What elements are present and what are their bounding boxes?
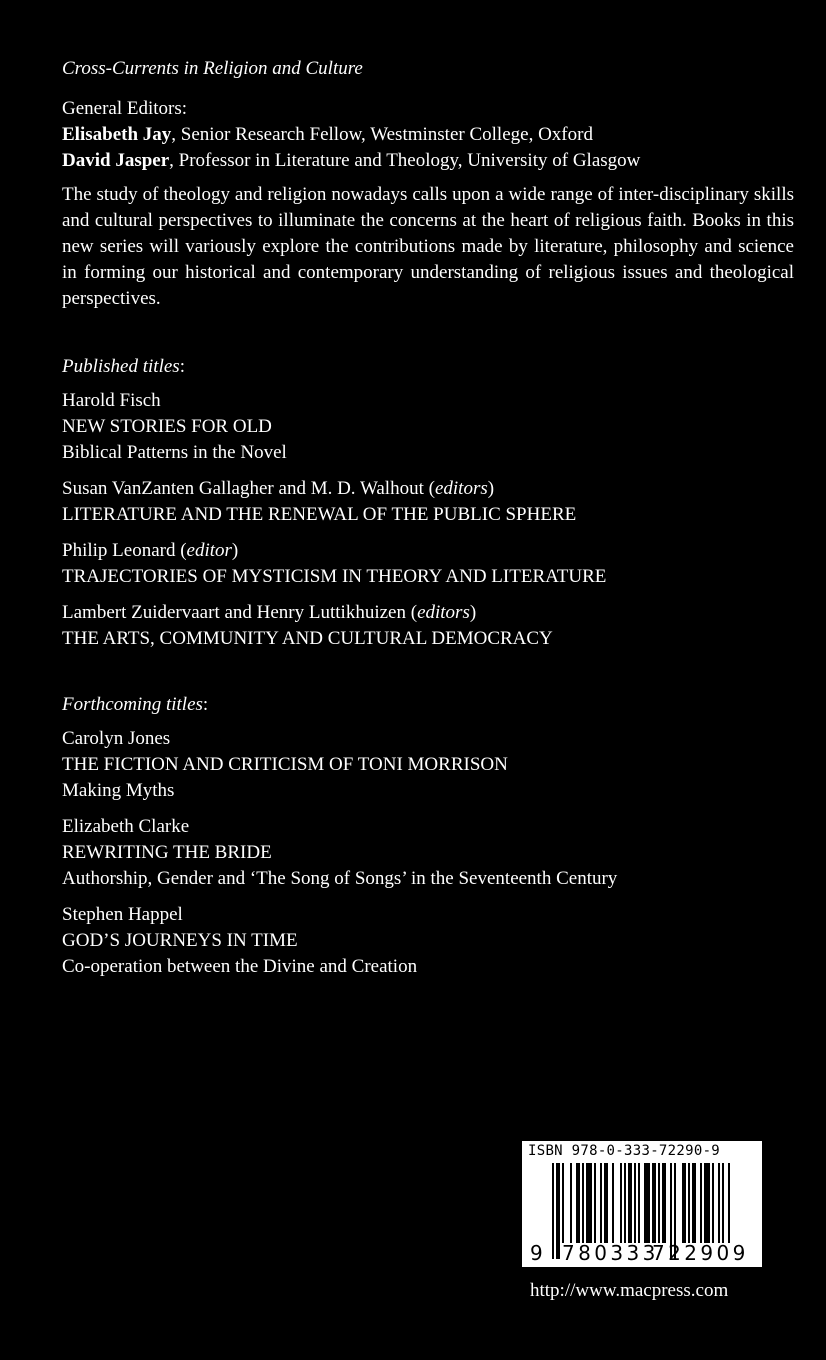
barcode-bar [556,1163,560,1259]
book-title: GOD’S JOURNEYS IN TIME [62,930,298,951]
book-author [62,902,792,928]
book-author [62,388,792,414]
barcode-bar [562,1163,564,1243]
barcode-bar [634,1163,636,1243]
forthcoming-heading-text: Forthcoming titles [62,694,203,715]
barcode-bar [658,1163,660,1243]
author-role: editors [434,478,488,499]
back-cover-text [62,56,792,990]
barcode-bar [612,1163,614,1243]
barcode-bar [662,1163,666,1243]
barcode-bar [600,1163,602,1243]
isbn-digits-left: 780333 [562,1241,659,1265]
barcode-bar [722,1163,724,1243]
book-title: NEW STORIES FOR OLD [62,416,272,437]
book-entry [62,600,792,652]
editor-name: David Jasper [62,150,170,171]
isbn-label: ISBN 978-0-333-72290-9 [528,1143,721,1159]
author-role: editors [417,602,470,623]
isbn-digits-right: 722909 [652,1241,749,1265]
book-author [62,726,792,752]
published-titles-heading [62,354,792,380]
editor-role: , Senior Research Fellow, Westminster College, Oxford [171,124,593,145]
barcode-bar [570,1163,572,1243]
series-title: Cross-Currents in Religion and Culture [62,58,363,79]
heading-colon: : [179,356,185,377]
book-entry [62,538,792,590]
isbn-digit-lead: 9 [530,1241,543,1265]
barcode-bar [728,1163,730,1243]
author-name: Philip Leonard [62,540,176,561]
barcode-bar [576,1163,580,1243]
forthcoming-titles-heading [62,692,792,718]
barcode-bar [624,1163,626,1243]
barcode-bar [682,1163,686,1243]
author-name: Harold Fisch [62,390,161,411]
author-name: Lambert Zuidervaart and Henry Luttikhuizen [62,602,406,623]
barcode-bar [704,1163,710,1243]
book-entry [62,476,792,528]
published-heading-text: Published titles [62,356,180,377]
book-entry [62,902,792,980]
published-titles-section [62,354,792,652]
barcode-bar [692,1163,696,1243]
barcode-bar [620,1163,622,1243]
book-subtitle: Authorship, Gender and ‘The Song of Songs’ in the Seventeenth Century [62,868,618,889]
book-subtitle: Making Myths [62,780,175,801]
barcode-bar [688,1163,690,1243]
barcode-bar [718,1163,720,1243]
barcode-bar [712,1163,714,1243]
editor-name: Elisabeth Jay [62,124,172,145]
book-subtitle: Co-operation between the Divine and Creation [62,956,418,977]
book-author: Lambert Zuidervaart and Henry Luttikhuizen (editors) [62,602,477,623]
editor-line [62,122,792,148]
book-entry [62,726,792,804]
barcode-bar [594,1163,596,1243]
barcode-bar [586,1163,592,1243]
book-subtitle: Biblical Patterns in the Novel [62,442,287,463]
barcode-bar [552,1163,554,1259]
barcode-bar [638,1163,640,1243]
published-titles-list [62,388,792,652]
book-title: LITERATURE AND THE RENEWAL OF THE PUBLIC SPHERE [62,504,577,525]
general-editors [62,96,792,174]
forthcoming-titles-section [62,692,792,980]
book-title: REWRITING THE BRIDE [62,842,272,863]
book-title: THE ARTS, COMMUNITY AND CULTURAL DEMOCRACY [62,628,553,649]
book-title: TRAJECTORIES OF MYSTICISM IN THEORY AND LITERATURE [62,566,607,587]
isbn-barcode [522,1141,762,1267]
barcode-bar [604,1163,608,1243]
barcode-bar [582,1163,584,1243]
series-description: The study of theology and religion nowadays calls upon a wide range of inter-disciplinary skills and cultural perspectives to illuminate the concerns at the heart of religious faith. Books in this new series will variously explore the contributions made by literature, philosophy and science in forming our historical and contemporary understanding of religious issues and theological perspectives. [62,184,794,309]
editors-heading: General Editors: [62,98,188,119]
book-author [62,814,792,840]
editor-role: , Professor in Literature and Theology, University of Glasgow [169,150,641,171]
book-title: THE FICTION AND CRITICISM OF TONI MORRISON [62,754,508,775]
publisher-url[interactable]: http://www.macpress.com [530,1280,729,1301]
author-role: editor [186,540,232,561]
author-name: Susan VanZanten Gallagher and M. D. Walhout [62,478,424,499]
book-entry [62,388,792,466]
book-entry [62,814,792,892]
barcode-bar [628,1163,632,1243]
barcode-bar [700,1163,702,1243]
book-author: Susan VanZanten Gallagher and M. D. Walhout (editors) [62,478,495,499]
author-name: Carolyn Jones [62,728,171,749]
author-name: Stephen Happel [62,904,183,925]
book-author: Philip Leonard (editor) [62,540,239,561]
heading-colon: : [202,694,209,715]
author-name: Elizabeth Clarke [62,816,190,837]
barcode-bar [644,1163,650,1243]
barcode-bar [652,1163,656,1243]
forthcoming-titles-list [62,726,792,980]
editor-line [62,148,792,174]
